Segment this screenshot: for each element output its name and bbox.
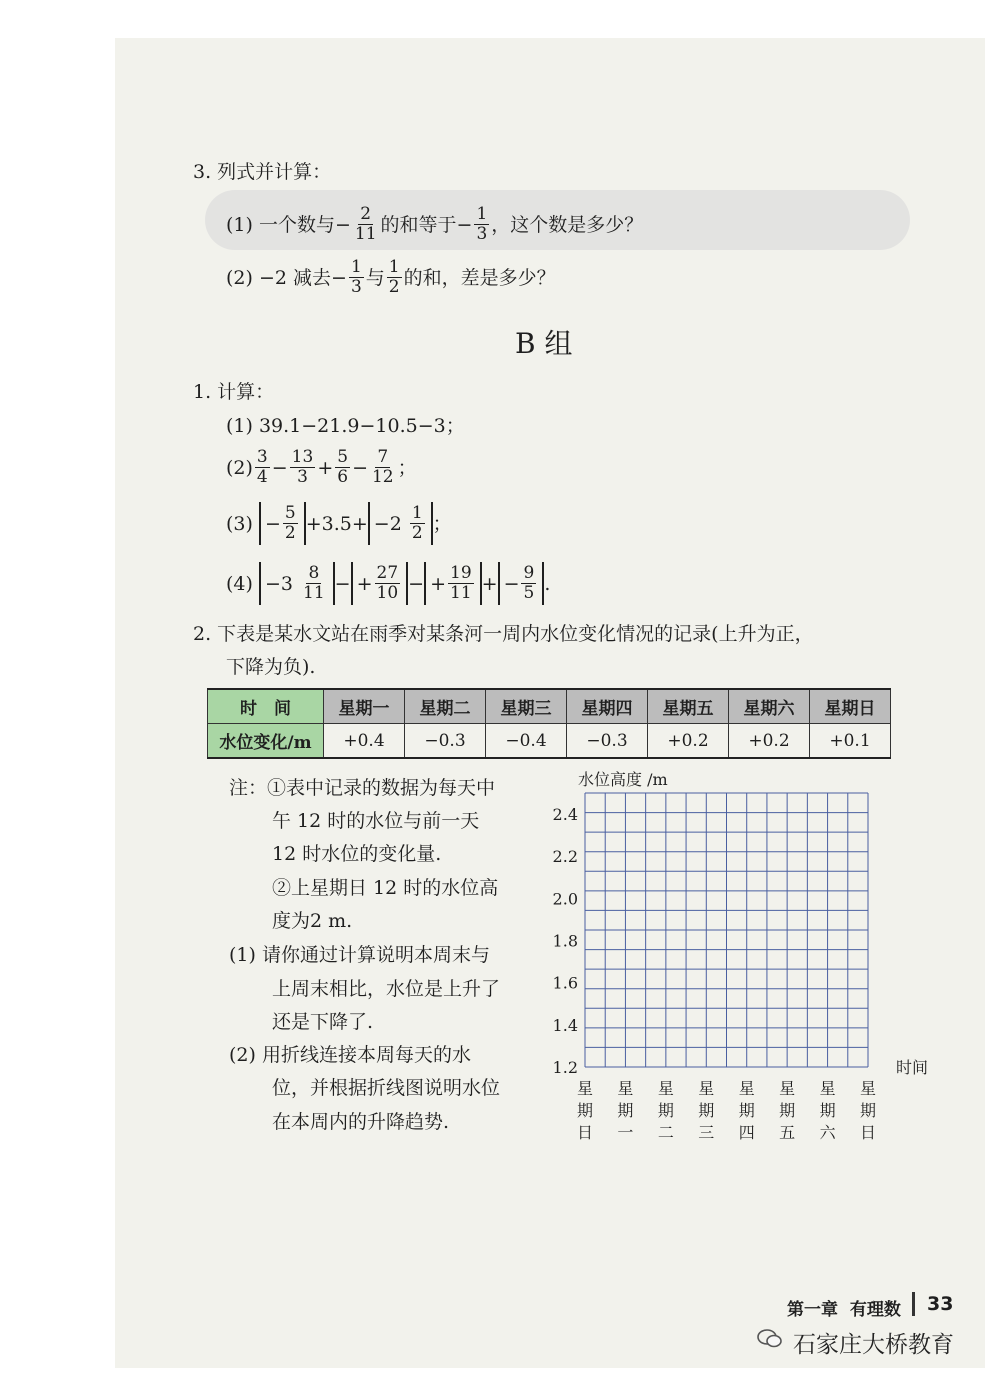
op: − <box>408 572 425 595</box>
q3-p1-end: ，这个数是多少？ <box>491 213 644 236</box>
num: 13 <box>291 447 314 467</box>
b2-q1-line: (1) 请你通过计算说明本周末与 <box>229 944 490 966</box>
b2-q2-line: (2) 用折线连接本周每天的水 <box>229 1044 471 1066</box>
num: 5 <box>284 503 296 523</box>
label: (3) <box>226 512 253 535</box>
q3-p1-frac2 <box>474 205 489 244</box>
op: + <box>481 572 498 595</box>
q3-p2-end: 的和，差是多少？ <box>403 266 556 289</box>
frac-c <box>335 448 350 487</box>
q3-title: 3. 列式并计算： <box>193 161 332 183</box>
x-tick-char: 期 <box>698 1101 715 1120</box>
table-header-cell: 时 间 <box>208 689 324 724</box>
q3-p1-neg2: − <box>456 213 473 236</box>
note-line: ②上星期日 12 时的水位高 <box>272 877 499 899</box>
table-header-cell: 星期五 <box>648 689 729 724</box>
watermark-text: 石家庄大桥教育 <box>793 1332 954 1358</box>
y-axis-label: 水位高度 /m <box>578 770 668 789</box>
water-level-chart <box>540 765 930 1145</box>
x-tick-char: 二 <box>657 1123 674 1142</box>
b1-part2 <box>226 448 417 487</box>
x-tick-char: 四 <box>738 1123 755 1142</box>
num: 8 <box>308 563 320 583</box>
x-tick-char: 星 <box>859 1079 877 1098</box>
abs-a <box>259 562 335 605</box>
table-cell: +0.1 <box>810 724 891 759</box>
x-tick-char: 期 <box>617 1101 634 1120</box>
q3-p2-frac1 <box>349 258 364 297</box>
table-header-cell: 星期六 <box>729 689 810 724</box>
x-tick-label <box>779 1079 795 1142</box>
den: 11 <box>450 583 472 603</box>
den: 10 <box>376 583 399 603</box>
note-line: 12 时水位的变化量. <box>272 843 442 865</box>
table-cell: −0.3 <box>405 724 486 759</box>
b1-part1: (1) 39.1−21.9−10.5−3； <box>226 415 465 437</box>
x-tick-char: 日 <box>859 1123 877 1142</box>
sign: + <box>430 572 446 595</box>
num: 7 <box>377 447 389 467</box>
q3-p1-mid: 的和等于 <box>380 213 457 236</box>
den: 11 <box>354 224 377 244</box>
frac <box>283 504 298 543</box>
water-level-table <box>207 688 891 759</box>
x-tick-char: 期 <box>576 1101 594 1120</box>
x-tick-char: 星 <box>738 1079 755 1098</box>
num: 27 <box>376 563 399 583</box>
den: 12 <box>371 467 394 487</box>
b2-q2-line: 位，并根据折线图说明水位 <box>272 1077 501 1099</box>
num: 2 <box>360 204 372 224</box>
q3-p1-neg1: − <box>334 213 351 236</box>
abs-b <box>351 562 409 605</box>
x-tick-char: 期 <box>859 1101 877 1120</box>
num: 1 <box>476 204 488 224</box>
x-tick-char: 星 <box>576 1079 594 1098</box>
x-tick-label <box>739 1079 755 1142</box>
x-tick-char: 五 <box>779 1123 796 1142</box>
b1-part3 <box>226 502 452 545</box>
chapter-label: 第一章 <box>787 1300 838 1320</box>
den: 6 <box>337 467 349 487</box>
b2-q1-line: 还是下降了. <box>272 1011 374 1033</box>
x-tick-char: 期 <box>779 1101 796 1120</box>
table-header-cell: 星期四 <box>567 689 648 724</box>
abs-value-2 <box>368 502 433 545</box>
x-tick-char: 星 <box>698 1079 715 1098</box>
end: . <box>544 572 551 595</box>
q3-p2-neg: − <box>331 266 347 289</box>
num: 1 <box>350 257 362 277</box>
y-tick-label: 1.6 <box>552 973 578 993</box>
den: 4 <box>256 467 268 487</box>
label: (4) <box>226 572 253 595</box>
sign: − <box>503 572 520 595</box>
frac-b <box>290 448 316 487</box>
x-tick-char: 期 <box>657 1101 674 1120</box>
den: 5 <box>523 583 535 603</box>
b2-line1: 2. 下表是某水文站在雨季对某条河一周内水位变化情况的记录(上升为正， <box>193 623 814 645</box>
q3-part1 <box>226 205 643 244</box>
note-line: 注：①表中记录的数据为每天中 <box>229 777 496 799</box>
den: 2 <box>411 523 423 543</box>
q3-p2-mid: 与 <box>365 266 385 289</box>
x-tick-char: 星 <box>617 1079 634 1098</box>
x-tick-char: 三 <box>698 1123 715 1142</box>
den: 3 <box>476 224 488 244</box>
y-tick-label: 1.2 <box>552 1058 578 1077</box>
table-row-label: 水位变化/m <box>208 724 324 759</box>
y-tick-label: 2.2 <box>552 847 578 867</box>
section-title: B 组 <box>515 327 573 360</box>
op: + <box>317 456 334 479</box>
x-tick-char: 日 <box>576 1123 594 1142</box>
num: 5 <box>337 447 349 467</box>
num: 9 <box>523 563 535 583</box>
note-line: 午 12 时的水位与前一天 <box>272 810 480 832</box>
frac-a <box>255 448 270 487</box>
b2-q2-line: 在本周内的升降趋势. <box>272 1111 450 1133</box>
y-tick-label: 2.4 <box>552 805 578 825</box>
x-tick-char: 星 <box>819 1079 836 1098</box>
b2-q1-line: 上周末相比，水位是上升了 <box>272 978 501 1000</box>
op: − <box>334 572 351 595</box>
b1-title: 1. 计算： <box>193 381 275 403</box>
footer-divider <box>912 1292 915 1316</box>
table-cell: +0.2 <box>648 724 729 759</box>
topic-label: 有理数 <box>849 1300 901 1320</box>
x-axis-label: 时间 <box>895 1058 929 1077</box>
q3-p2-label: (2) −2 减去 <box>226 266 332 289</box>
table-row <box>208 724 891 759</box>
op: − <box>271 456 288 479</box>
x-tick-char: 期 <box>819 1101 836 1120</box>
table-cell: −0.3 <box>567 724 648 759</box>
den: 2 <box>388 277 400 297</box>
num: 1 <box>388 257 400 277</box>
abs-c <box>424 562 482 605</box>
table-cell: +0.4 <box>324 724 405 759</box>
x-tick-char: 一 <box>617 1123 634 1142</box>
label: (2) <box>226 456 253 479</box>
b1-part4 <box>226 562 550 605</box>
x-tick-label <box>577 1079 593 1142</box>
q3-p1-frac1 <box>353 205 379 244</box>
sign: − <box>264 512 281 535</box>
x-tick-label <box>617 1079 633 1142</box>
x-tick-char: 星 <box>657 1079 674 1098</box>
whole: −3 <box>264 572 293 595</box>
y-tick-label: 1.8 <box>552 931 578 951</box>
op: − <box>352 456 368 479</box>
mid: +3.5+ <box>305 512 368 535</box>
frac <box>521 564 536 603</box>
x-tick-label <box>860 1079 876 1142</box>
den: 3 <box>350 277 362 297</box>
q3-p1-label: (1) 一个数与 <box>226 213 335 236</box>
wechat-icon <box>757 1328 783 1350</box>
sign: + <box>356 572 373 595</box>
q3-p2-frac2 <box>387 258 402 297</box>
table-cell: −0.4 <box>486 724 567 759</box>
b2-line2: 下降为负). <box>226 656 316 678</box>
q3-part2 <box>226 258 556 297</box>
frac <box>410 504 425 543</box>
den: 11 <box>303 583 325 603</box>
x-tick-char: 六 <box>819 1123 836 1142</box>
num: 3 <box>256 447 268 467</box>
x-tick-char: 期 <box>738 1101 755 1120</box>
x-tick-label <box>658 1079 674 1142</box>
x-tick-char: 星 <box>779 1079 796 1098</box>
den: 3 <box>297 467 308 487</box>
table-header-cell: 星期三 <box>486 689 567 724</box>
x-tick-label <box>820 1079 837 1142</box>
table-header-cell: 星期日 <box>810 689 891 724</box>
abs-d <box>498 562 545 605</box>
frac <box>448 564 474 603</box>
whole: −2 <box>373 512 402 535</box>
table-header-cell: 星期二 <box>405 689 486 724</box>
table-header-row <box>208 689 891 724</box>
frac <box>301 564 327 603</box>
den: 2 <box>284 523 296 543</box>
y-tick-label: 2.0 <box>552 889 578 909</box>
end: ； <box>432 512 452 535</box>
abs-value-1 <box>259 502 306 545</box>
page-number: 33 <box>927 1293 954 1315</box>
x-tick-label <box>698 1079 714 1142</box>
y-tick-label: 1.4 <box>552 1015 578 1035</box>
frac-d <box>370 448 396 487</box>
frac <box>375 564 401 603</box>
chapter-footer <box>787 1295 901 1320</box>
note-line: 度为2 m. <box>272 910 353 932</box>
num: 19 <box>450 563 472 583</box>
table-header-cell: 星期一 <box>324 689 405 724</box>
end: ； <box>397 456 417 479</box>
num: 1 <box>411 503 423 523</box>
table-cell: +0.2 <box>729 724 810 759</box>
